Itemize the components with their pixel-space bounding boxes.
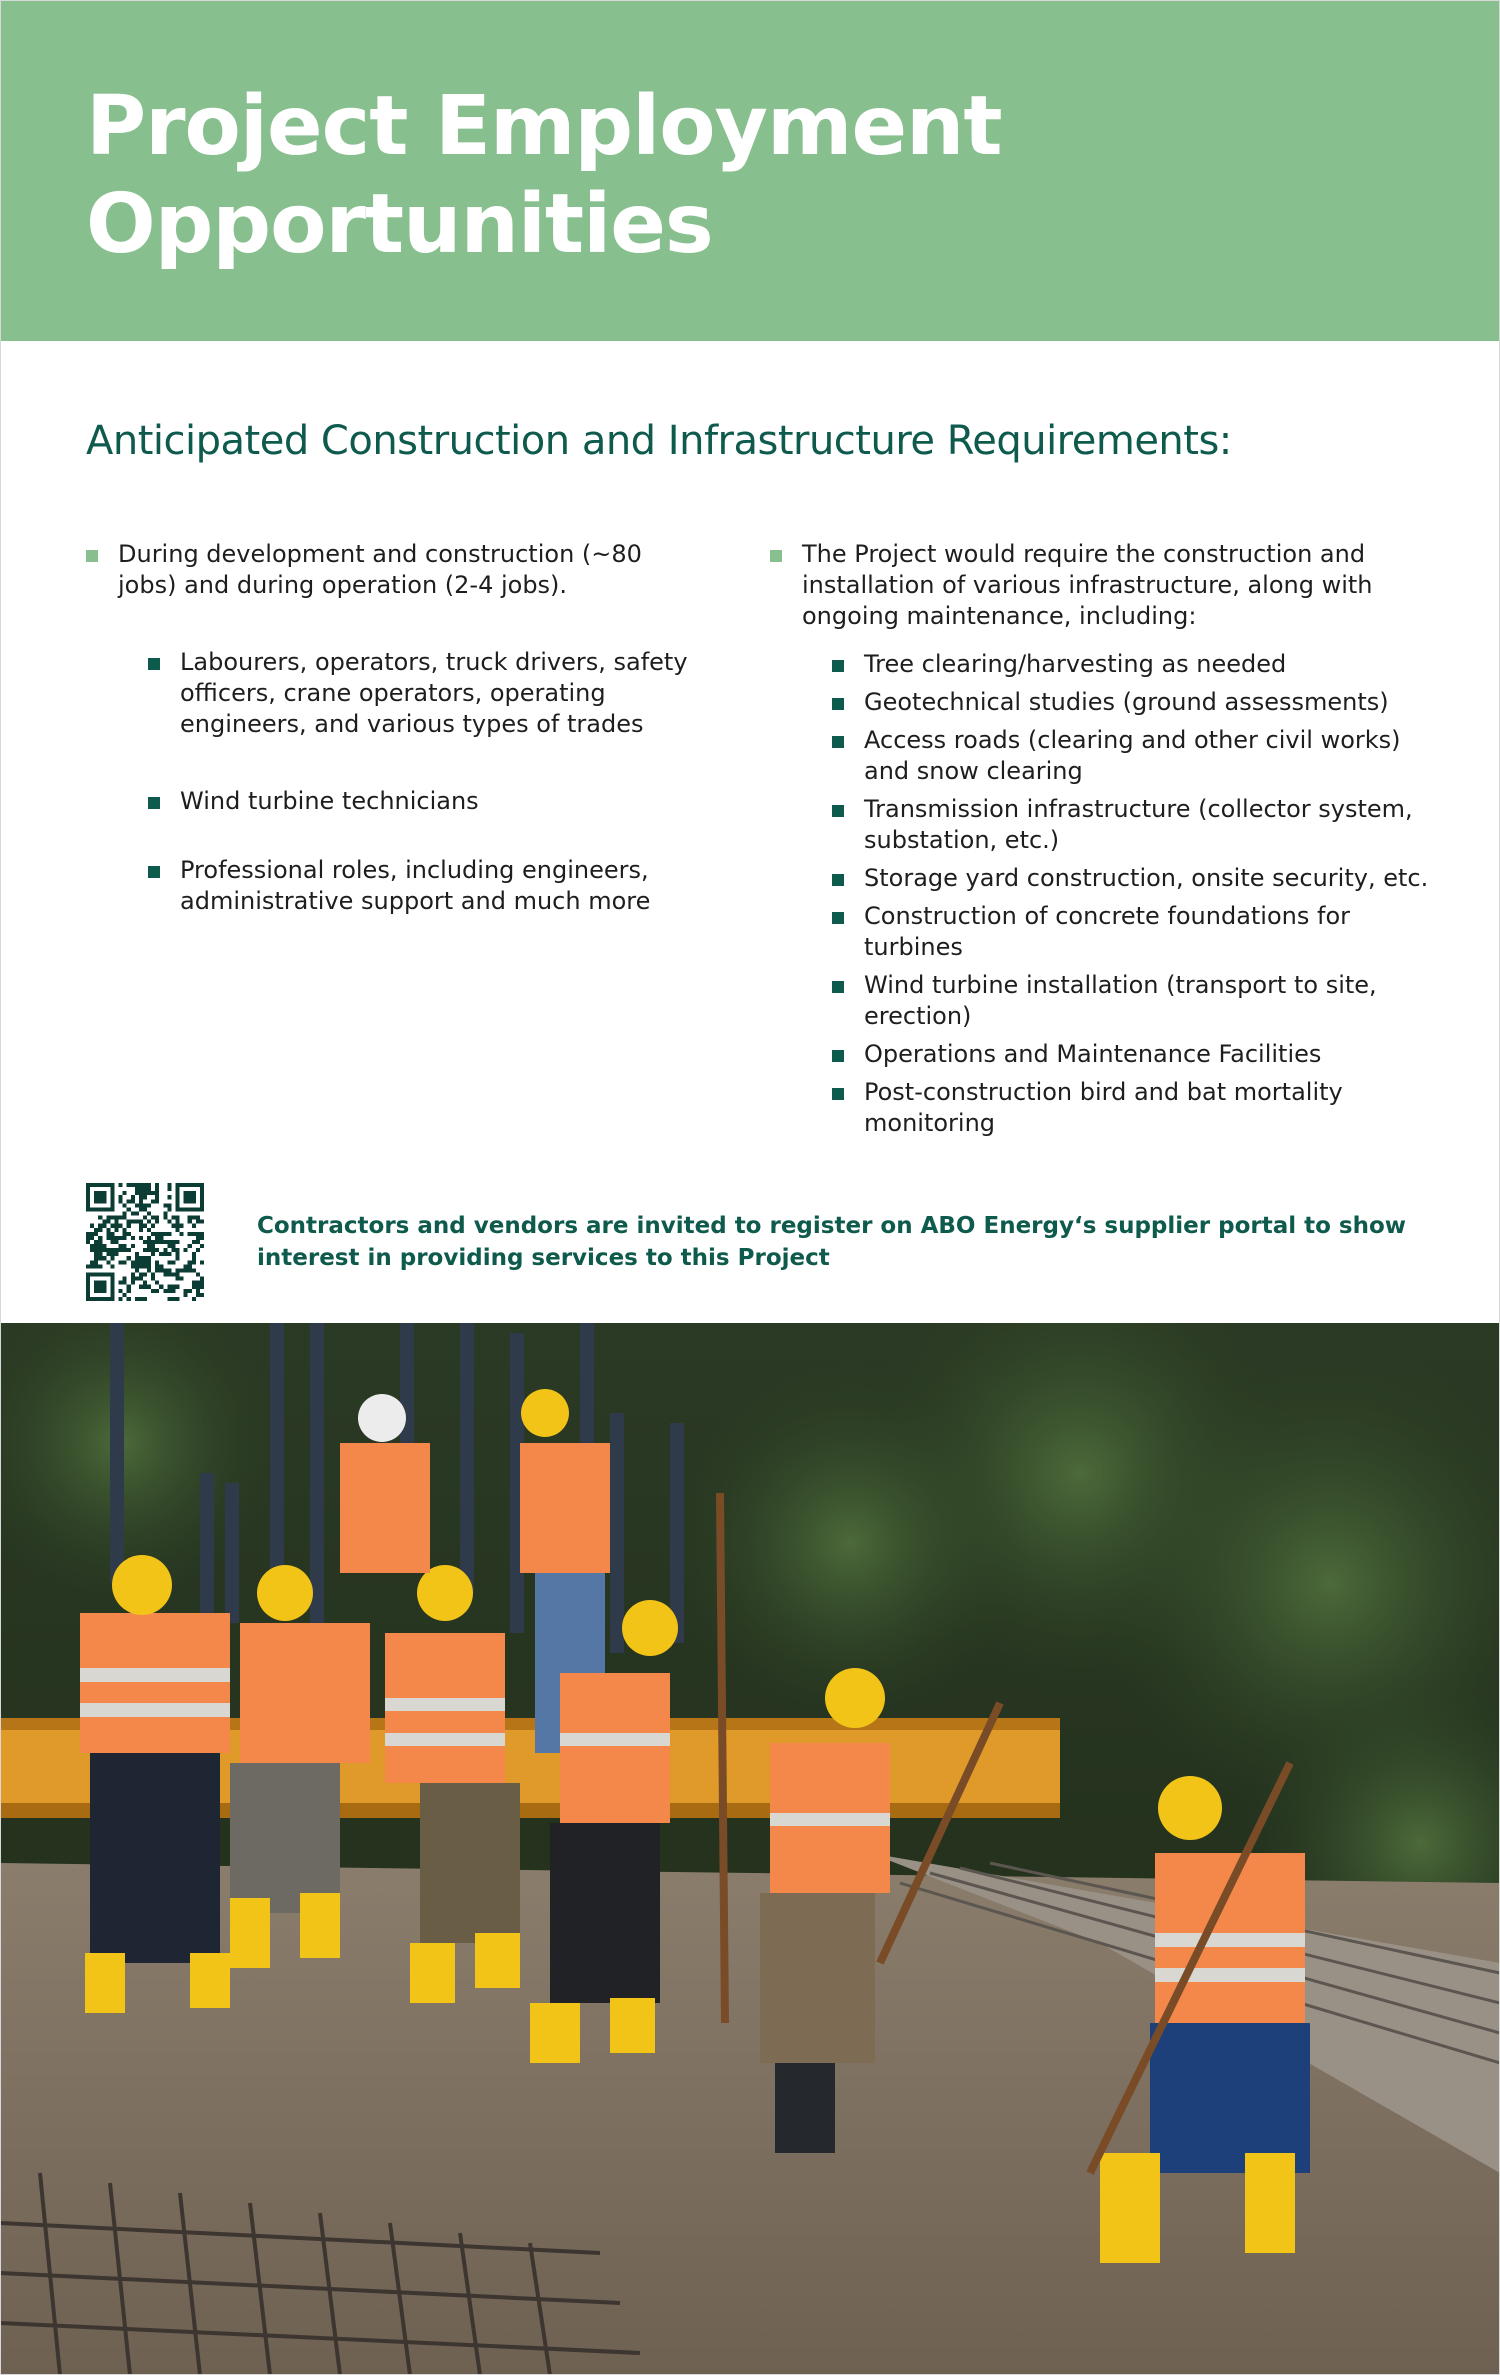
- supplier-portal-note: Contractors and vendors are invited to register on ABO Energy‘s supplier portal to show interest in providing services to this Project: [257, 1213, 1407, 1271]
- right-sub-item: Post-construction bird and bat mortality monitoring: [832, 1077, 1432, 1139]
- qr-code[interactable]: [86, 1183, 204, 1301]
- right-sub-item: Transmission infrastructure (collector system, substation, etc.): [832, 794, 1432, 856]
- left-sublist: [148, 647, 708, 963]
- title-banner: [0, 0, 1500, 341]
- construction-crew-photo: [0, 1323, 1500, 2375]
- left-intro-bullet: During development and construction (~80 jobs) and during operation (2-4 jobs).: [86, 539, 676, 601]
- right-sub-item: Geotechnical studies (ground assessments): [832, 687, 1432, 718]
- right-sub-item: Wind turbine installation (transport to site, erection): [832, 970, 1432, 1032]
- right-sub-item: Access roads (clearing and other civil works) and snow clearing: [832, 725, 1432, 787]
- left-sub-item: Professional roles, including engineers, administrative support and much more: [148, 855, 708, 917]
- right-sub-item: Construction of concrete foundations for turbines: [832, 901, 1432, 963]
- section-heading: Anticipated Construction and Infrastructure Requirements:: [86, 418, 1232, 464]
- left-column: [86, 539, 688, 915]
- left-sub-item: Wind turbine technicians: [148, 786, 708, 817]
- left-sub-item: Labourers, operators, truck drivers, safety officers, crane operators, operating engineers, and various types of trades: [148, 647, 708, 740]
- right-sub-item: Storage yard construction, onsite security, etc.: [832, 863, 1432, 894]
- right-sublist: [832, 649, 1432, 1146]
- right-column: [770, 539, 1429, 1137]
- right-sub-item: Tree clearing/harvesting as needed: [832, 649, 1432, 680]
- right-intro-bullet: The Project would require the construction and installation of various infrastructure, along with ongoing maintenance, including:: [770, 539, 1420, 632]
- page-title: Project Employment Opportunities: [86, 79, 1002, 272]
- right-sub-item: Operations and Maintenance Facilities: [832, 1039, 1432, 1070]
